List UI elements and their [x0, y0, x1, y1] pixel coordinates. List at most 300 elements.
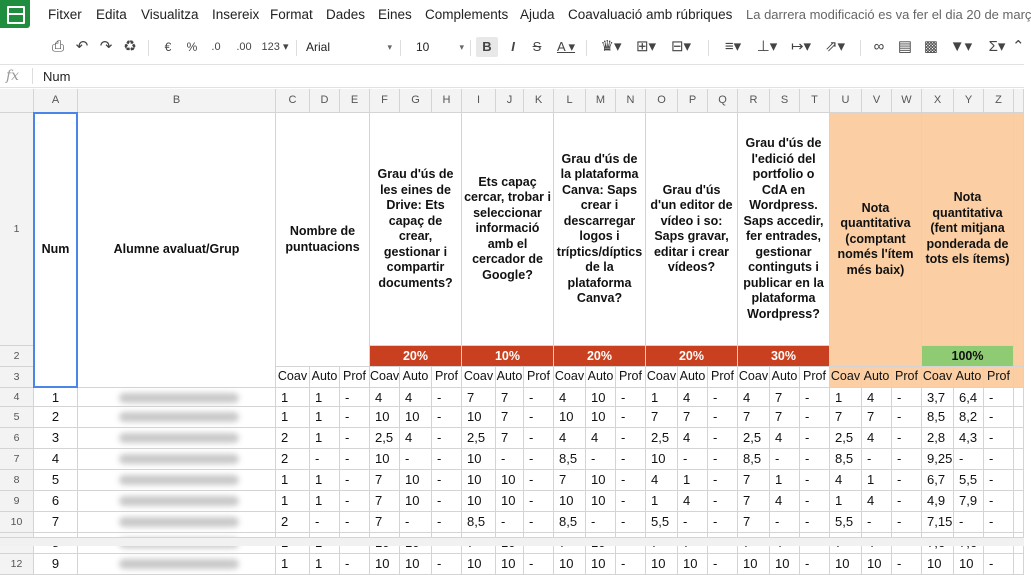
currency-format-button[interactable]: € [164, 40, 172, 54]
score-cell[interactable]: - [310, 449, 340, 470]
score-cell[interactable]: 10 [462, 491, 496, 512]
score-cell[interactable]: - [432, 428, 462, 449]
student-name-cell[interactable] [78, 470, 276, 491]
score-cell[interactable]: 4 [738, 388, 770, 407]
score-cell[interactable]: 4 [554, 428, 586, 449]
score-cell[interactable]: - [984, 428, 1014, 449]
score-cell[interactable]: 10 [646, 554, 678, 575]
text-color-button[interactable]: A ▾ [556, 39, 576, 54]
menu-item-dades[interactable]: Dades [326, 7, 366, 22]
score-cell[interactable]: - [984, 512, 1014, 533]
score-cell[interactable]: - [800, 470, 830, 491]
score-cell[interactable]: 10 [554, 554, 586, 575]
row-header[interactable]: 6 [0, 428, 34, 449]
score-cell[interactable]: - [340, 491, 370, 512]
column-header-r[interactable]: R [738, 89, 770, 113]
text-wrapping-icon[interactable]: ↦▾ [790, 38, 812, 55]
score-cell[interactable]: 2,5 [462, 428, 496, 449]
score-cell[interactable]: - [984, 449, 1014, 470]
score-cell[interactable]: - [524, 449, 554, 470]
column-header-d[interactable]: D [310, 89, 340, 113]
score-cell[interactable]: 3,7 [922, 388, 954, 407]
score-cell[interactable]: 4 [554, 388, 586, 407]
empty-cell[interactable] [1014, 554, 1024, 575]
score-cell[interactable]: 10 [400, 554, 432, 575]
score-cell[interactable]: - [892, 512, 922, 533]
score-cell[interactable]: 10 [862, 554, 892, 575]
score-cell[interactable]: 1 [276, 407, 310, 428]
score-cell[interactable]: 2,5 [646, 428, 678, 449]
score-cell[interactable]: 2,5 [370, 428, 400, 449]
vertical-align-icon[interactable]: ⊥▾ [756, 38, 778, 55]
score-cell[interactable]: 4,3 [954, 428, 984, 449]
functions-icon[interactable]: Σ▾ [988, 38, 1006, 55]
score-cell[interactable]: 6,7 [922, 470, 954, 491]
score-cell[interactable]: 7 [738, 491, 770, 512]
column-header-j[interactable]: J [496, 89, 524, 113]
score-cell[interactable]: - [708, 470, 738, 491]
score-cell[interactable]: - [432, 491, 462, 512]
score-cell[interactable]: 1 [310, 491, 340, 512]
score-cell[interactable]: 4 [770, 491, 800, 512]
score-cell[interactable]: - [800, 449, 830, 470]
row-num-cell[interactable]: 4 [34, 449, 78, 470]
row-header[interactable]: 4 [0, 388, 34, 407]
empty-cell[interactable] [1014, 512, 1024, 533]
column-header-n[interactable]: N [616, 89, 646, 113]
score-cell[interactable]: 10 [400, 470, 432, 491]
score-cell[interactable]: - [892, 407, 922, 428]
score-cell[interactable]: 10 [586, 491, 616, 512]
score-cell[interactable]: 7,9 [954, 491, 984, 512]
row-header[interactable]: 5 [0, 407, 34, 428]
column-header-f[interactable]: F [370, 89, 400, 113]
row-num-cell[interactable]: 7 [34, 512, 78, 533]
menu-item-complements[interactable]: Complements [425, 7, 509, 22]
fill-color-icon[interactable]: ♛▾ [600, 38, 622, 55]
score-cell[interactable]: 7 [370, 470, 400, 491]
score-cell[interactable]: 1 [276, 388, 310, 407]
score-cell[interactable]: 10 [586, 554, 616, 575]
column-header-y[interactable]: Y [954, 89, 984, 113]
score-cell[interactable]: - [708, 512, 738, 533]
score-cell[interactable]: 1 [770, 470, 800, 491]
score-cell[interactable]: - [616, 388, 646, 407]
merge-cells-icon[interactable]: ⊟▾ [670, 38, 692, 55]
score-cell[interactable]: - [340, 470, 370, 491]
column-header-p[interactable]: P [678, 89, 708, 113]
row-header[interactable]: 1 [0, 113, 34, 346]
score-cell[interactable]: 2,8 [922, 428, 954, 449]
score-cell[interactable]: 4 [646, 470, 678, 491]
column-header-s[interactable]: S [770, 89, 800, 113]
score-cell[interactable]: 1 [310, 388, 340, 407]
score-cell[interactable]: - [616, 470, 646, 491]
paint-format-icon[interactable]: ♻ [123, 38, 137, 55]
column-header-a[interactable]: A [34, 89, 78, 113]
score-cell[interactable]: 5,5 [830, 512, 862, 533]
score-cell[interactable]: - [524, 470, 554, 491]
score-cell[interactable]: - [708, 428, 738, 449]
row-num-cell[interactable]: 3 [34, 428, 78, 449]
score-cell[interactable]: 7 [738, 512, 770, 533]
column-header-g[interactable]: G [400, 89, 432, 113]
score-cell[interactable]: - [432, 470, 462, 491]
score-cell[interactable]: - [770, 449, 800, 470]
score-cell[interactable]: - [984, 388, 1014, 407]
horizontal-align-icon[interactable]: ≡▾ [724, 38, 742, 55]
score-cell[interactable]: 4 [678, 491, 708, 512]
score-cell[interactable]: - [524, 407, 554, 428]
score-cell[interactable]: 10 [370, 407, 400, 428]
score-cell[interactable]: 1 [310, 407, 340, 428]
score-cell[interactable]: - [708, 407, 738, 428]
sub-header-prof: Prof [524, 367, 554, 388]
row-num-cell[interactable]: 5 [34, 470, 78, 491]
score-cell[interactable]: - [340, 388, 370, 407]
score-cell[interactable]: 4 [862, 491, 892, 512]
score-cell[interactable]: - [524, 388, 554, 407]
score-cell[interactable]: - [800, 491, 830, 512]
decrease-decimals-button[interactable]: .0 [211, 41, 221, 53]
sheets-logo-icon[interactable] [0, 0, 30, 28]
column-header-w[interactable]: W [892, 89, 922, 113]
score-cell[interactable]: - [984, 554, 1014, 575]
score-cell[interactable]: - [892, 388, 922, 407]
student-name-cell[interactable] [78, 428, 276, 449]
percent-format-button[interactable]: % [186, 40, 198, 54]
score-cell[interactable]: 10 [462, 449, 496, 470]
score-cell[interactable]: - [340, 428, 370, 449]
score-cell[interactable]: 2 [276, 428, 310, 449]
student-name-cell[interactable] [78, 388, 276, 407]
score-cell[interactable]: 4 [862, 428, 892, 449]
menu-item-eines[interactable]: Eines [378, 7, 412, 22]
score-cell[interactable]: - [708, 491, 738, 512]
menu-item-coavaluaci-amb-r-briques[interactable]: Coavaluació amb rúbriques [568, 7, 733, 22]
bold-button[interactable]: B [476, 37, 498, 57]
score-cell[interactable]: - [892, 428, 922, 449]
insert-chart-icon[interactable]: ▩ [923, 38, 939, 55]
score-cell[interactable]: 8,5 [554, 512, 586, 533]
score-cell[interactable]: - [892, 470, 922, 491]
score-cell[interactable]: 7 [738, 470, 770, 491]
score-cell[interactable]: 1 [310, 470, 340, 491]
score-cell[interactable]: - [432, 449, 462, 470]
score-cell[interactable]: 10 [954, 554, 984, 575]
student-name-cell[interactable] [78, 491, 276, 512]
score-cell[interactable]: 1 [862, 470, 892, 491]
insert-comment-icon[interactable]: ▤ [897, 38, 913, 55]
score-cell[interactable]: 1 [678, 470, 708, 491]
score-cell[interactable]: 10 [496, 554, 524, 575]
score-cell[interactable]: 7,15 [922, 512, 954, 533]
score-cell[interactable]: - [524, 554, 554, 575]
score-cell[interactable]: 10 [646, 449, 678, 470]
strikethrough-button[interactable]: S [532, 39, 542, 54]
score-cell[interactable]: - [586, 512, 616, 533]
print-icon[interactable]: ⎙ [51, 38, 64, 55]
font-size-select[interactable] [416, 37, 464, 57]
score-cell[interactable]: 10 [462, 407, 496, 428]
score-cell[interactable]: 7 [678, 407, 708, 428]
sub-header-prof: Prof [892, 367, 922, 388]
score-cell[interactable]: 4 [862, 388, 892, 407]
menu-item-visualitza[interactable]: Visualitza [141, 7, 199, 22]
row-header[interactable]: 8 [0, 470, 34, 491]
score-cell[interactable]: 4 [678, 428, 708, 449]
sub-header-coav: Coav [370, 367, 400, 388]
score-cell[interactable]: 10 [770, 554, 800, 575]
score-cell[interactable]: - [708, 554, 738, 575]
score-cell[interactable]: 7 [554, 470, 586, 491]
column-header-c[interactable]: C [276, 89, 310, 113]
borders-icon[interactable]: ⊞▾ [635, 38, 657, 55]
score-cell[interactable]: - [954, 449, 984, 470]
empty-cell[interactable] [1014, 388, 1024, 407]
score-cell[interactable]: - [892, 491, 922, 512]
empty-cell[interactable] [1014, 407, 1024, 428]
score-cell[interactable]: - [616, 449, 646, 470]
row-num-cell[interactable]: 1 [34, 388, 78, 407]
score-cell[interactable]: - [800, 388, 830, 407]
empty-cell[interactable] [1014, 428, 1024, 449]
score-cell[interactable]: 4 [370, 388, 400, 407]
formula-input[interactable]: Num [43, 69, 71, 84]
score-cell[interactable]: 10 [462, 470, 496, 491]
score-cell[interactable]: - [524, 512, 554, 533]
last-edit-link[interactable]: La darrera modificació es va fer el dia 20 de març [746, 7, 1031, 22]
score-cell[interactable]: 10 [370, 449, 400, 470]
score-cell[interactable]: 7 [370, 491, 400, 512]
score-cell[interactable]: - [800, 512, 830, 533]
score-cell[interactable]: 10 [400, 407, 432, 428]
score-cell[interactable]: - [892, 449, 922, 470]
student-name-cell[interactable] [78, 407, 276, 428]
score-cell[interactable]: 5,5 [646, 512, 678, 533]
score-cell[interactable]: - [770, 512, 800, 533]
row-header[interactable]: 3 [0, 367, 34, 388]
score-cell[interactable]: 7 [862, 407, 892, 428]
row-header[interactable]: 7 [0, 449, 34, 470]
score-cell[interactable]: 10 [586, 470, 616, 491]
column-header-u[interactable]: U [830, 89, 862, 113]
score-cell[interactable]: - [340, 512, 370, 533]
menu-item-edita[interactable]: Edita [96, 7, 127, 22]
row-header[interactable]: 9 [0, 491, 34, 512]
score-cell[interactable]: 1 [310, 428, 340, 449]
score-cell[interactable]: - [340, 407, 370, 428]
score-cell[interactable]: - [432, 554, 462, 575]
score-cell[interactable]: 2 [276, 449, 310, 470]
score-cell[interactable]: 10 [496, 491, 524, 512]
score-cell[interactable]: 5,5 [954, 470, 984, 491]
score-cell[interactable]: - [310, 512, 340, 533]
score-cell[interactable]: - [524, 428, 554, 449]
score-cell[interactable]: - [954, 512, 984, 533]
menu-item-fitxer[interactable]: Fitxer [48, 7, 82, 22]
score-cell[interactable]: - [524, 491, 554, 512]
column-header-x[interactable]: X [922, 89, 954, 113]
score-cell[interactable]: - [496, 512, 524, 533]
score-cell[interactable]: - [800, 407, 830, 428]
score-cell[interactable]: - [616, 428, 646, 449]
column-header-e[interactable]: E [340, 89, 370, 113]
font-family-select[interactable] [306, 37, 392, 57]
score-cell[interactable]: 1 [276, 470, 310, 491]
score-cell[interactable]: 2 [276, 512, 310, 533]
row-header[interactable]: 12 [0, 554, 34, 575]
empty-cell[interactable] [1014, 449, 1024, 470]
column-header-t[interactable]: T [800, 89, 830, 113]
score-cell[interactable]: - [800, 554, 830, 575]
score-cell[interactable]: 10 [738, 554, 770, 575]
score-cell[interactable]: 8,2 [954, 407, 984, 428]
score-cell[interactable]: - [678, 449, 708, 470]
score-cell[interactable]: 1 [276, 554, 310, 575]
score-cell[interactable]: - [616, 491, 646, 512]
score-cell[interactable]: 4 [400, 428, 432, 449]
score-cell[interactable]: 9,25 [922, 449, 954, 470]
score-cell[interactable]: - [616, 407, 646, 428]
student-name-cell[interactable] [78, 512, 276, 533]
empty-cell[interactable] [1014, 470, 1024, 491]
more-formats-button[interactable]: 123 ▾ [261, 41, 289, 53]
score-cell[interactable]: 4,9 [922, 491, 954, 512]
score-cell[interactable]: - [800, 428, 830, 449]
score-cell[interactable]: - [340, 554, 370, 575]
row-num-cell[interactable]: 9 [34, 554, 78, 575]
score-cell[interactable]: 10 [554, 491, 586, 512]
menu-item-format[interactable]: Format [270, 7, 313, 22]
score-cell[interactable]: 7 [738, 407, 770, 428]
score-cell[interactable]: 4 [678, 388, 708, 407]
italic-button[interactable]: I [511, 39, 515, 54]
score-cell[interactable]: 8,5 [830, 449, 862, 470]
score-cell[interactable]: 7 [646, 407, 678, 428]
score-cell[interactable]: - [400, 449, 432, 470]
score-cell[interactable]: 10 [922, 554, 954, 575]
student-name-cell[interactable] [78, 449, 276, 470]
score-cell[interactable]: 10 [586, 407, 616, 428]
score-cell[interactable]: 7 [770, 407, 800, 428]
student-name-cell[interactable] [78, 554, 276, 575]
column-header-o[interactable]: O [646, 89, 678, 113]
insert-link-icon[interactable]: ∞ [873, 38, 885, 55]
score-cell[interactable]: - [678, 512, 708, 533]
more-tools-icon[interactable]: ⌃ [1012, 38, 1025, 55]
column-header-q[interactable]: Q [708, 89, 738, 113]
score-cell[interactable]: 1 [310, 554, 340, 575]
column-header-m[interactable]: M [586, 89, 616, 113]
score-cell[interactable]: 1 [646, 491, 678, 512]
score-cell[interactable]: - [892, 554, 922, 575]
empty-cell[interactable] [1014, 491, 1024, 512]
horizontal-scrollbar[interactable] [0, 537, 1024, 546]
score-cell[interactable]: 7 [830, 407, 862, 428]
score-cell[interactable]: 2,5 [830, 428, 862, 449]
score-cell[interactable]: 1 [276, 491, 310, 512]
redo-icon[interactable]: ↷ [99, 38, 113, 55]
score-cell[interactable]: 10 [370, 554, 400, 575]
score-cell[interactable]: 10 [400, 491, 432, 512]
score-cell[interactable]: - [400, 512, 432, 533]
row-num-cell[interactable]: 6 [34, 491, 78, 512]
score-cell[interactable]: 10 [830, 554, 862, 575]
column-header-i[interactable]: I [462, 89, 496, 113]
menu-item-ajuda[interactable]: Ajuda [520, 7, 555, 22]
score-cell[interactable]: 10 [496, 470, 524, 491]
score-cell[interactable]: 7 [496, 407, 524, 428]
score-cell[interactable]: 7 [496, 428, 524, 449]
score-cell[interactable]: 7 [770, 388, 800, 407]
score-cell[interactable]: - [616, 512, 646, 533]
score-cell[interactable]: 4 [586, 428, 616, 449]
score-cell[interactable]: - [984, 491, 1014, 512]
column-header-z[interactable]: Z [984, 89, 1014, 113]
score-cell[interactable]: - [340, 449, 370, 470]
column-header-b[interactable]: B [78, 89, 276, 113]
menu-item-insereix[interactable]: Insereix [212, 7, 260, 22]
score-cell[interactable]: - [432, 512, 462, 533]
filter-icon[interactable]: ▼▾ [949, 38, 973, 55]
score-cell[interactable]: - [496, 449, 524, 470]
score-cell[interactable]: 2,5 [738, 428, 770, 449]
select-all-corner[interactable] [0, 89, 34, 113]
score-cell[interactable]: - [432, 407, 462, 428]
row-num-cell[interactable]: 2 [34, 407, 78, 428]
score-cell[interactable]: 6,4 [954, 388, 984, 407]
score-cell[interactable]: - [862, 512, 892, 533]
score-cell[interactable]: - [984, 470, 1014, 491]
undo-icon[interactable]: ↶ [75, 38, 89, 55]
score-cell[interactable]: 8,5 [738, 449, 770, 470]
score-cell[interactable]: - [862, 449, 892, 470]
score-cell[interactable]: - [616, 554, 646, 575]
score-cell[interactable]: - [586, 449, 616, 470]
column-header-next[interactable] [1014, 89, 1024, 113]
score-cell[interactable]: 4 [770, 428, 800, 449]
score-cell[interactable]: 1 [830, 388, 862, 407]
row-header[interactable]: 10 [0, 512, 34, 533]
score-cell[interactable]: 4 [830, 470, 862, 491]
column-header-h[interactable]: H [432, 89, 462, 113]
score-cell[interactable]: 10 [554, 407, 586, 428]
score-cell[interactable]: 4 [400, 388, 432, 407]
score-cell[interactable]: - [708, 449, 738, 470]
score-cell[interactable]: - [432, 388, 462, 407]
score-cell[interactable]: 7 [462, 388, 496, 407]
score-cell[interactable]: 8,5 [554, 449, 586, 470]
score-cell[interactable]: 8,5 [922, 407, 954, 428]
score-cell[interactable]: 7 [496, 388, 524, 407]
column-header-l[interactable]: L [554, 89, 586, 113]
score-cell[interactable]: 10 [462, 554, 496, 575]
score-cell[interactable]: 1 [830, 491, 862, 512]
score-cell[interactable]: 7 [370, 512, 400, 533]
score-cell[interactable]: 10 [678, 554, 708, 575]
score-cell[interactable]: 8,5 [462, 512, 496, 533]
row-header[interactable]: 2 [0, 346, 34, 367]
score-cell[interactable]: - [984, 407, 1014, 428]
increase-decimals-button[interactable]: .00 [236, 41, 252, 53]
score-cell[interactable]: 10 [586, 388, 616, 407]
text-rotation-icon[interactable]: ⇗▾ [824, 38, 846, 55]
score-cell[interactable]: - [708, 388, 738, 407]
column-header-v[interactable]: V [862, 89, 892, 113]
score-cell[interactable]: 1 [646, 388, 678, 407]
column-header-k[interactable]: K [524, 89, 554, 113]
